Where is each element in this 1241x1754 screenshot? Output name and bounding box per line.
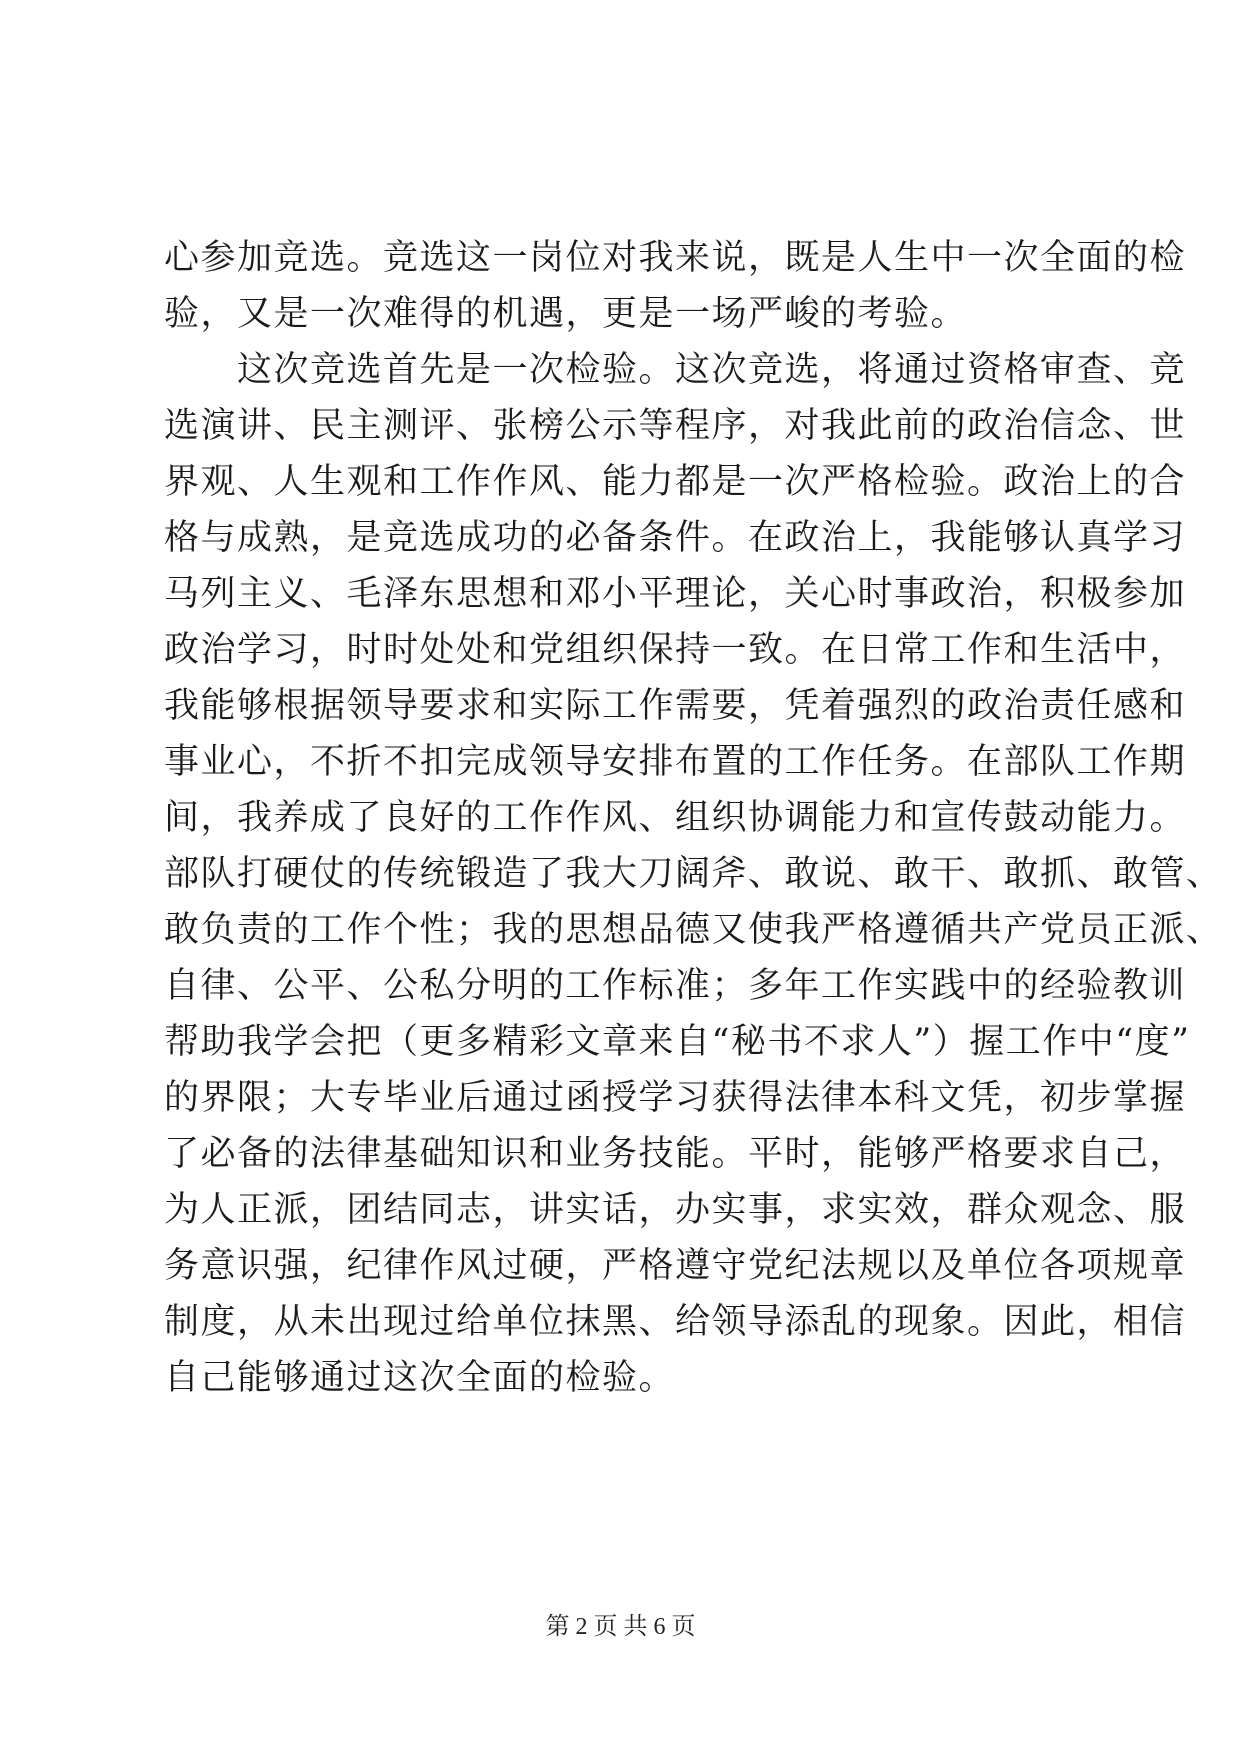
text-line: 格与成熟，是竞选成功的必备条件。在政治上，我能够认真学习 xyxy=(164,518,1187,558)
text-line: 自己能够通过这次全面的检验。 xyxy=(164,1358,676,1398)
text-line: 这次竞选首先是一次检验。这次竞选，将通过资格审查、竞 xyxy=(164,350,1187,390)
text-line: 部队打硬仗的传统锻造了我大刀阔斧、敢说、敢干、敢抓、敢管、 xyxy=(164,854,1223,894)
page-number-footer: 第 2 页 共 6 页 xyxy=(545,1614,696,1640)
text-line: 验，又是一次难得的机遇，更是一场严峻的考验。 xyxy=(164,294,968,334)
text-line: 自律、公平、公私分明的工作标准；多年工作实践中的经验教训 xyxy=(164,966,1187,1006)
text-line: 敢负责的工作个性；我的思想品德又使我严格遵循共产党员正派、 xyxy=(164,910,1223,950)
text-line: 心参加竞选。竞选这一岗位对我来说，既是人生中一次全面的检 xyxy=(164,238,1187,278)
text-line: 帮助我学会把（更多精彩文章来自“秘书不求人”）握工作中“度” xyxy=(164,1022,1191,1062)
text-line: 务意识强，纪律作风过硬，严格遵守党纪法规以及单位各项规章 xyxy=(164,1246,1187,1286)
text-line: 事业心，不折不扣完成领导安排布置的工作任务。在部队工作期 xyxy=(164,742,1187,782)
text-line: 马列主义、毛泽东思想和邓小平理论，关心时事政治，积极参加 xyxy=(164,574,1187,614)
text-line: 为人正派，团结同志，讲实话，办实事，求实效，群众观念、服 xyxy=(164,1190,1187,1230)
text-line: 选演讲、民主测评、张榜公示等程序，对我此前的政治信念、世 xyxy=(164,406,1187,446)
text-line: 政治学习，时时处处和党组织保持一致。在日常工作和生活中， xyxy=(164,630,1187,670)
text-line: 的界限；大专毕业后通过函授学习获得法律本科文凭，初步掌握 xyxy=(164,1078,1187,1118)
text-line: 界观、人生观和工作作风、能力都是一次严格检验。政治上的合 xyxy=(164,462,1187,502)
text-line: 了必备的法律基础知识和业务技能。平时，能够严格要求自己， xyxy=(164,1134,1187,1174)
text-line: 我能够根据领导要求和实际工作需要，凭着强烈的政治责任感和 xyxy=(164,686,1187,726)
text-line: 制度，从未出现过给单位抹黑、给领导添乱的现象。因此，相信 xyxy=(164,1302,1187,1342)
text-line: 间，我养成了良好的工作作风、组织协调能力和宣传鼓动能力。 xyxy=(164,798,1187,838)
